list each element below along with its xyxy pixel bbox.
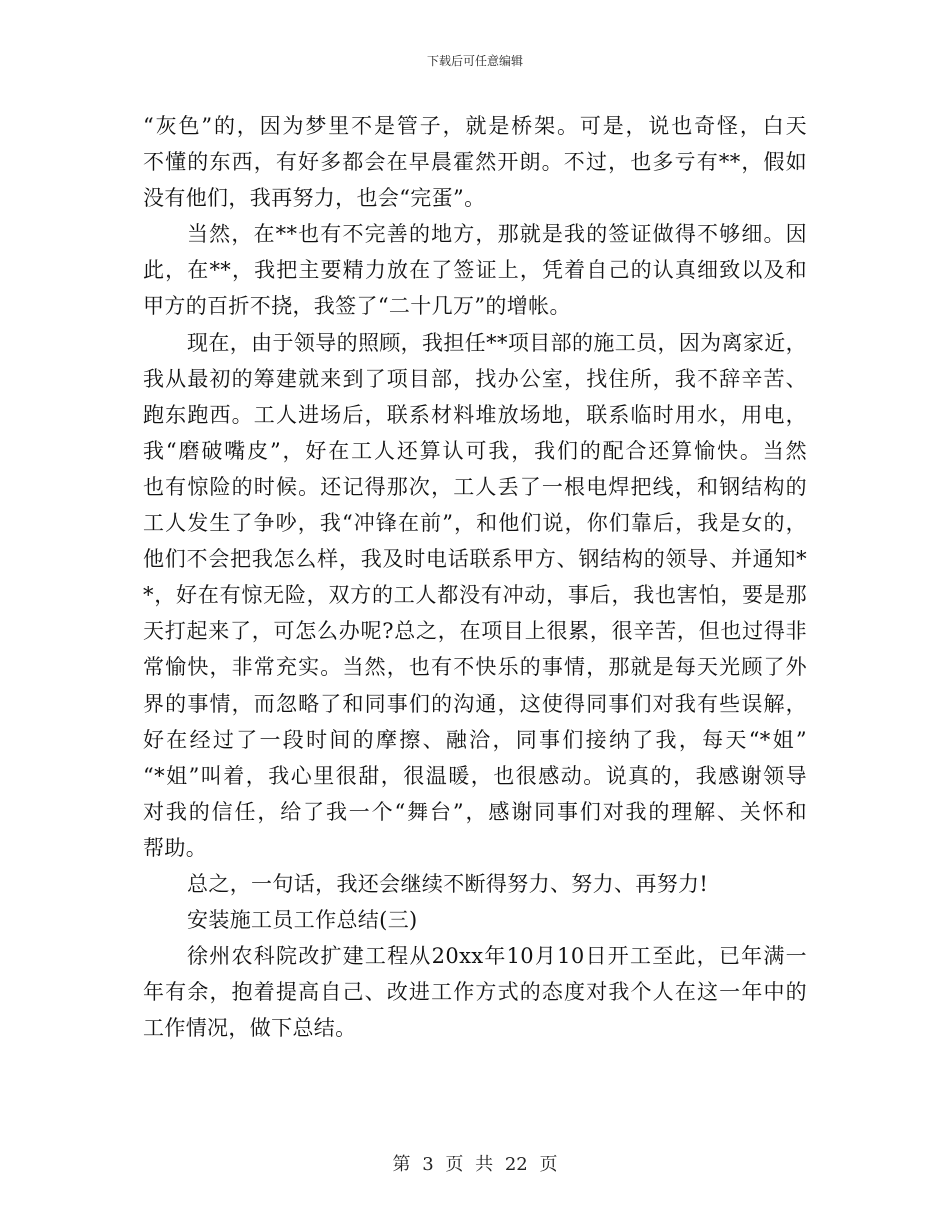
text-line: 当然，在**也有不完善的地方，那就是我的签证做得不够细。因	[187, 222, 807, 247]
text-line: “灰色”的，因为梦里不是管子，就是桥架。可是，说也奇怪，白天	[143, 114, 807, 138]
text-line: 年有余，抱着提高自己、改进工作方式的态度对我个人在这一年中的	[143, 980, 807, 1005]
text-line: 总之，一句话，我还会继续不断得努力、努力、再努力!	[187, 871, 709, 896]
text-line: 徐州农科院改扩建工程从20xx年10月10日开工至此，已年满一	[187, 944, 807, 969]
page-header: 下载后可任意编辑	[426, 54, 523, 68]
text-line: 跑东跑西。工人进场后，联系材料堆放场地，联系临时用水，用电，	[143, 402, 807, 427]
text-line: 工作情况，做下总结。	[143, 1016, 357, 1041]
text-line: 甲方的百折不挠，我签了“二十几万”的增帐。	[143, 294, 571, 319]
text-line: 没有他们，我再努力，也会“完蛋”。	[143, 186, 486, 211]
text-line: 不懂的东西，有好多都会在早晨霍然开朗。不过，也多亏有**，假如	[143, 150, 807, 175]
text-line: 此，在**，我把主要精力放在了签证上，凭着自己的认真细致以及和	[143, 258, 807, 283]
text-line: 我“磨破嘴皮”，好在工人还算认可我，我们的配合还算愉快。当然	[143, 438, 807, 463]
text-line: 常愉快，非常充实。当然，也有不快乐的事情，那就是每天光顾了外	[143, 655, 807, 680]
text-line: 界的事情，而忽略了和同事们的沟通，这使得同事们对我有些误解，	[143, 691, 807, 716]
text-line: 他们不会把我怎么样，我及时电话联系甲方、钢结构的领导、并通知*	[143, 547, 807, 572]
text-line: “*姐”叫着，我心里很甜，很温暖，也很感动。说真的，我感谢领导	[143, 763, 807, 788]
text-line: 工人发生了争吵，我“冲锋在前”，和他们说，你们靠后，我是女的，	[143, 511, 807, 536]
text-line: 也有惊险的时候。还记得那次，工人丢了一根电焊把线，和钢结构的	[143, 474, 807, 499]
document-body	[143, 108, 807, 1046]
text-line: 天打起来了，可怎么办呢?总之，在项目上很累，很辛苦，但也过得非	[143, 619, 807, 644]
text-line: 现在，由于领导的照顾，我担任**项目部的施工员，因为离家近，	[187, 330, 807, 355]
text-line: *，好在有惊无险，双方的工人都没有冲动，事后，我也害怕，要是那	[143, 583, 807, 608]
section-heading: 安装施工员工作总结(三)	[187, 908, 418, 933]
text-line: 对我的信任，给了我一个“舞台”，感谢同事们对我的理解、关怀和	[143, 799, 807, 824]
text-line: 帮助。	[143, 835, 208, 860]
text-line: 好在经过了一段时间的摩擦、融洽，同事们接纳了我，每天“*姐”	[143, 727, 807, 752]
page-footer: 第 3 页 共 22 页	[392, 1154, 558, 1175]
text-line: 我从最初的筹建就来到了项目部，找办公室，找住所，我不辞辛苦、	[143, 366, 807, 391]
